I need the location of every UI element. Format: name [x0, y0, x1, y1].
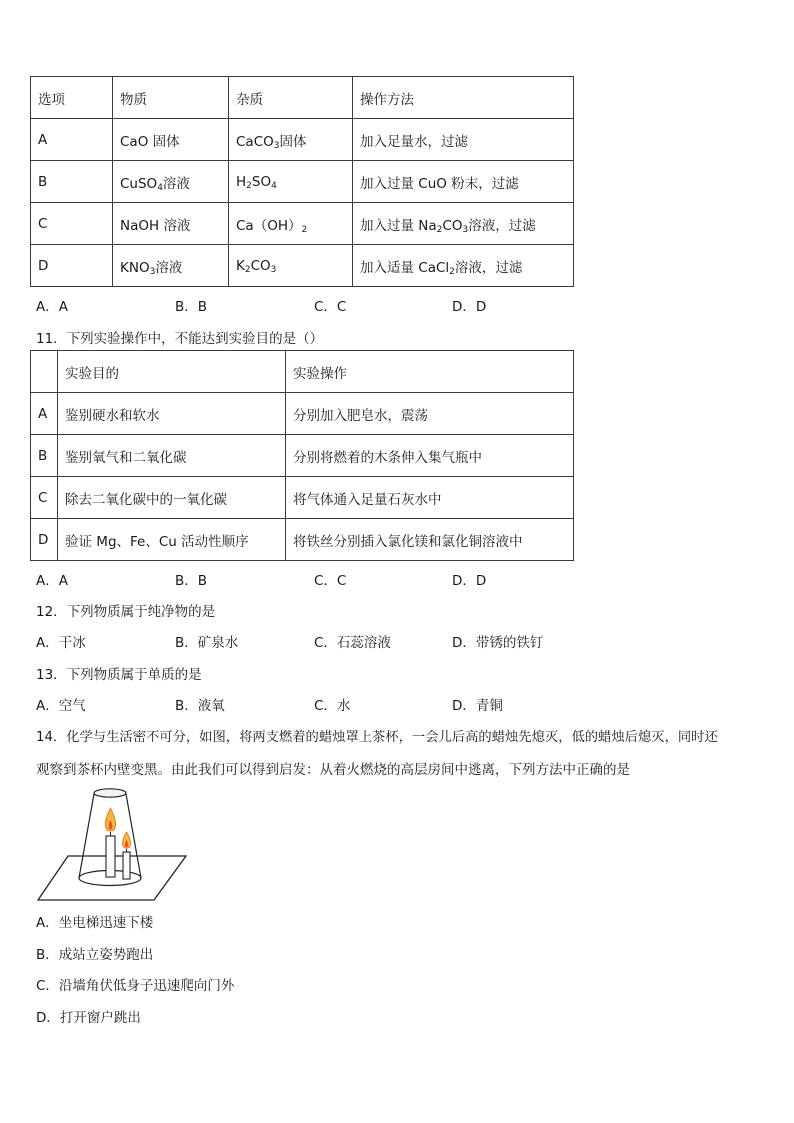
row-option: B	[31, 435, 58, 477]
short-candle	[123, 852, 130, 879]
cup-top-ellipse	[94, 789, 126, 797]
option-a: A．干冰	[36, 635, 86, 651]
table-q11	[30, 350, 574, 561]
row-operation: 分别加入肥皂水，震荡	[286, 393, 574, 435]
table-q10	[30, 76, 574, 287]
option-a: A．A	[36, 299, 68, 315]
row-goal: 除去二氧化碳中的一氧化碳	[58, 477, 286, 519]
row-goal: 鉴别硬水和软水	[58, 393, 286, 435]
row-operation: 将铁丝分别插入氯化镁和氯化铜溶液中	[286, 519, 574, 561]
option-c: C．C	[314, 573, 347, 589]
tall-candle	[106, 836, 115, 877]
option-d: D．D	[452, 299, 487, 315]
table-row	[31, 393, 574, 435]
header-goal: 实验目的	[58, 351, 286, 393]
row-option: B	[31, 161, 113, 203]
option-c: C．C	[314, 299, 347, 315]
table-header-row	[31, 351, 574, 393]
table-header-row	[31, 77, 574, 119]
row-option: C	[31, 477, 58, 519]
header-blank	[31, 351, 58, 393]
row-impurity: $Ca(OH)_2$	[229, 203, 353, 245]
table-row	[31, 245, 574, 287]
row-substance: NaOH 溶液	[113, 203, 229, 245]
row-goal: 鉴别氧气和二氧化碳	[58, 435, 286, 477]
row-impurity: $H_2SO_4$	[229, 161, 353, 203]
header-substance: 物质	[113, 77, 229, 119]
row-method: 加入足量水，过滤	[353, 119, 574, 161]
option-b: B．矿泉水	[175, 635, 239, 651]
row-substance: CuSO$_4$溶液	[113, 161, 229, 203]
option-c: C．水	[314, 698, 351, 714]
q14-option-b: B．成站立姿势跑出	[36, 947, 154, 963]
q12-stem: 12．下列物质属于纯净物的是	[36, 604, 216, 620]
table-row	[31, 203, 574, 245]
option-b: B．液氧	[175, 698, 225, 714]
row-substance: $KNO_3$溶液	[113, 245, 229, 287]
table-row	[31, 519, 574, 561]
row-impurity: $K_2CO_3$	[229, 245, 353, 287]
row-method: 加入适量 CaCl$_2$溶液，过滤	[353, 245, 574, 287]
q13-stem: 13．下列物质属于单质的是	[36, 667, 202, 683]
option-b: B．B	[175, 573, 208, 589]
candle-cup-illustration	[36, 782, 188, 904]
q14-option-c: C．沿墙角伏低身子迅速爬向门外	[36, 978, 235, 994]
option-b: B．B	[175, 299, 208, 315]
row-option: D	[31, 245, 113, 287]
row-option: D	[31, 519, 58, 561]
row-impurity: CaCO$_3$固体	[229, 119, 353, 161]
option-d: D．带锈的铁钉	[452, 635, 544, 651]
header-option: 选项	[31, 77, 113, 119]
table-row	[31, 161, 574, 203]
q14-option-d: D．打开窗户跳出	[36, 1010, 141, 1026]
table-row	[31, 477, 574, 519]
option-d: D．D	[452, 573, 487, 589]
row-option: C	[31, 203, 113, 245]
table-row	[31, 435, 574, 477]
row-operation: 将气体通入足量石灰水中	[286, 477, 574, 519]
table-row	[31, 119, 574, 161]
option-a: A．A	[36, 573, 68, 589]
option-a: A．空气	[36, 698, 86, 714]
q11-stem: 11．下列实验操作中，不能达到实验目的是（）	[36, 331, 324, 347]
q14-stem-line2: 观察到茶杯内壁变黑。由此我们可以得到启发：从着火燃烧的高层房间中逃离，下列方法中正确的是	[36, 762, 630, 778]
header-operation: 实验操作	[286, 351, 574, 393]
row-option: A	[31, 119, 113, 161]
q14-stem-line1: 14．化学与生活密不可分，如图，将两支燃着的蜡烛罩上茶杯，一会儿后高的蜡烛先熄灭，低的蜡烛后熄灭，同时还	[36, 730, 718, 745]
option-c: C．石蕊溶液	[314, 635, 391, 651]
header-impurity: 杂质	[229, 77, 353, 119]
q14-option-a: A．坐电梯迅速下楼	[36, 915, 154, 931]
row-method: 加入过量 $Na_2CO_3$溶液，过滤	[353, 203, 574, 245]
row-option: A	[31, 393, 58, 435]
row-substance: CaO 固体	[113, 119, 229, 161]
option-d: D．青铜	[452, 698, 503, 714]
header-method: 操作方法	[353, 77, 574, 119]
row-operation: 分别将燃着的木条伸入集气瓶中	[286, 435, 574, 477]
row-goal: 验证 Mg、Fe、Cu 活动性顺序	[58, 519, 286, 561]
row-method: 加入过量 CuO 粉末，过滤	[353, 161, 574, 203]
